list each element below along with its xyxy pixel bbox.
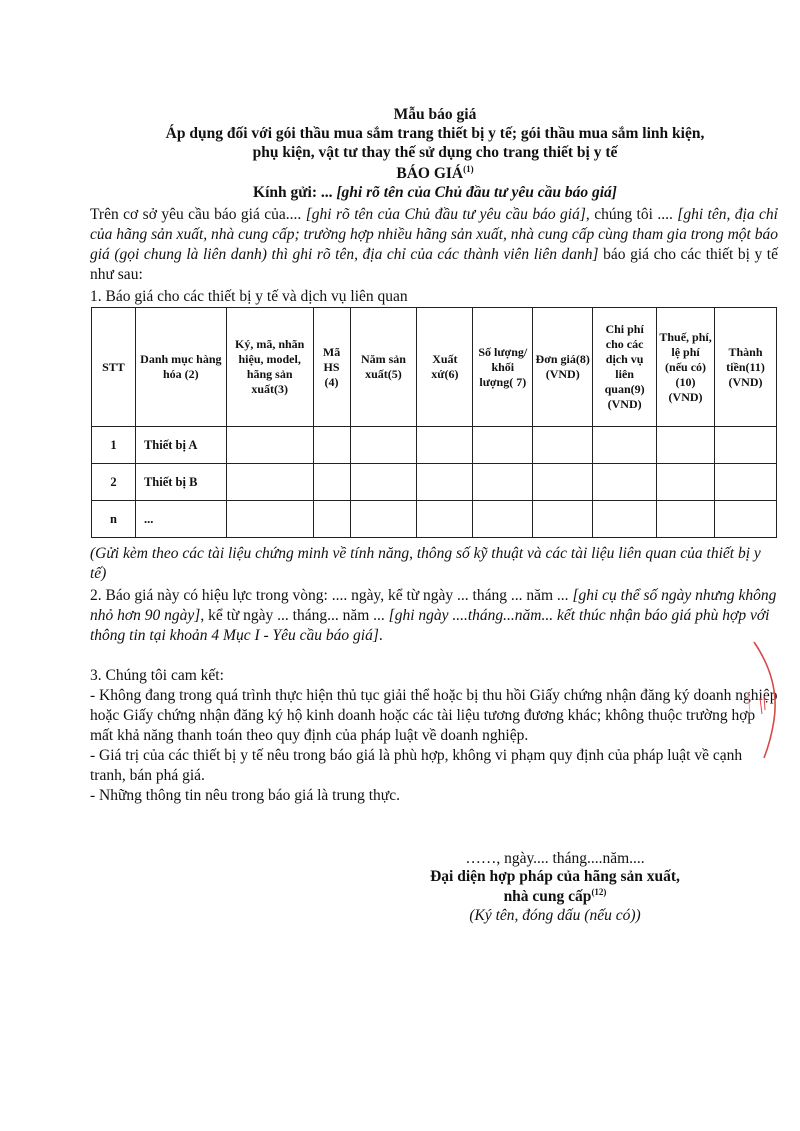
header-total: Thành tiền(11) (VND) — [715, 308, 777, 427]
commitment-item: - Những thông tin nêu trong báo giá là trung thực. — [90, 787, 400, 804]
subtitle-line-1: Áp dụng đối với gói thầu mua sắm trang thiết bị y tế; gói thầu mua sắm linh kiện, — [165, 125, 705, 142]
section-1-heading: 1. Báo giá cho các thiết bị y tế và dịch vụ liên quan — [90, 288, 408, 305]
cell — [226, 501, 313, 538]
validity-text-2: , kể từ ngày ... tháng... năm ... — [200, 607, 389, 624]
header-model: Ký, mã, nhãn hiệu, model, hãng sản xuất(3) — [226, 308, 313, 427]
cell — [417, 464, 473, 501]
row-stt: 1 — [92, 427, 136, 464]
signature-instruction: (Ký tên, đóng dấu (nếu có)) — [469, 907, 641, 924]
validity-text-3: . — [378, 627, 383, 644]
cell — [657, 464, 715, 501]
cell — [533, 464, 593, 501]
attachment-note: (Gửi kèm theo các tài liệu chứng minh về tính năng, thông số kỹ thuật và các tài liệu liên quan của thiết bị y tế) — [90, 545, 761, 582]
row-stt: n — [92, 501, 136, 538]
cell — [350, 464, 417, 501]
header-quantity: Số lượng/ khối lượng( 7) — [473, 308, 533, 427]
cell — [715, 427, 777, 464]
header-hs-code: Mã HS (4) — [313, 308, 350, 427]
representative-footnote: (12) — [591, 887, 607, 897]
document-title-text: BÁO GIÁ — [396, 165, 464, 183]
form-title: Mẫu báo giá — [393, 106, 477, 123]
signature-date: ……, ngày.... tháng....năm.... — [465, 850, 645, 867]
signature-representative-line-1: Đại diện hợp pháp của hãng sản xuất, — [430, 868, 680, 885]
header-unit-price: Đơn giá(8) (VND) — [533, 308, 593, 427]
cell — [313, 464, 350, 501]
document-title-footnote: (1) — [463, 164, 474, 174]
row-stt: 2 — [92, 464, 136, 501]
recipient-line — [90, 184, 780, 202]
cell — [533, 427, 593, 464]
cell — [657, 501, 715, 538]
header-service-cost: Chi phí cho các dịch vụ liên quan(9) (VND) — [593, 308, 657, 427]
header-item-list: Danh mục hàng hóa (2) — [135, 308, 226, 427]
cell — [350, 501, 417, 538]
section-3-heading: 3. Chúng tôi cam kết: — [90, 667, 224, 684]
cell — [473, 464, 533, 501]
row-item-name: ... — [135, 501, 226, 538]
validity-placeholder-1: [ghi cụ thể số ngày nhưng không nhỏ hơn 90 ngày] — [90, 587, 777, 624]
subtitle-line-2: phụ kiện, vật tư thay thế sử dụng cho trang thiết bị y tế — [252, 144, 618, 161]
validity-placeholder-2: [ghi ngày ....tháng...năm... kết thúc nhận báo giá phù hợp với thông tin tại khoản 4 Mục I - Yêu cầu báo giá] — [90, 607, 770, 644]
cell — [350, 427, 417, 464]
representative-text: nhà cung cấp — [503, 888, 592, 906]
form-subtitle — [80, 124, 790, 162]
cell — [313, 427, 350, 464]
intro-placeholder-1: [ghi rõ tên của Chủ đầu tư yêu cầu báo giá] — [305, 206, 586, 223]
cell — [226, 427, 313, 464]
cell — [473, 427, 533, 464]
intro-text-3: báo giá cho các thiết bị y tế như sau: — [90, 246, 778, 283]
cell — [417, 427, 473, 464]
cell — [313, 501, 350, 538]
cell — [715, 464, 777, 501]
section-3-commitments — [90, 666, 780, 806]
table-row — [92, 464, 777, 501]
intro-text-1: Trên cơ sở yêu cầu báo giá của.... — [90, 206, 306, 223]
signature-representative-line-2 — [400, 887, 710, 906]
cell — [593, 427, 657, 464]
table-row — [92, 501, 777, 538]
cell — [715, 501, 777, 538]
table-row — [92, 427, 777, 464]
header-tax: Thuế, phí, lệ phí (nếu có)(10) (VND) — [657, 308, 715, 427]
recipient-label: Kính gửi: ... — [253, 184, 337, 201]
intro-paragraph — [90, 205, 778, 285]
cell — [473, 501, 533, 538]
cell — [533, 501, 593, 538]
intro-placeholder-2: [ghi tên, địa chỉ của hãng sản xuất, nhà cung cấp; trường hợp nhiều hãng sản xuất, nhà cung cấp cùng tham gia trong một báo giá (gọi chung là liên danh) thì ghi rõ tên, địa chỉ của các thành viên liên danh] — [90, 206, 778, 263]
commitment-item: - Không đang trong quá trình thực hiện thủ tục giải thể hoặc bị thu hồi Giấy chứng nhận đăng ký doanh nghiệp hoặc Giấy chứng nhận đăng ký hộ kinh doanh hoặc các tài liệu tương đương khác; không thuộc trường hợp mất khả năng thanh toán theo quy định của pháp luật về doanh nghiệp. — [90, 687, 778, 744]
intro-text-2: , chúng tôi .... — [585, 206, 678, 223]
cell — [593, 501, 657, 538]
section-2-validity — [90, 586, 780, 646]
header-stt: STT — [92, 308, 136, 427]
cell — [657, 427, 715, 464]
validity-text-1: 2. Báo giá này có hiệu lực trong vòng: .... ngày, kể từ ngày ... tháng ... năm ... — [90, 587, 573, 604]
cell — [226, 464, 313, 501]
header-year: Năm sản xuất(5) — [350, 308, 417, 427]
cell — [417, 501, 473, 538]
stamp-mark-icon — [744, 640, 784, 760]
document-title — [90, 164, 780, 183]
row-item-name: Thiết bị B — [135, 464, 226, 501]
table-header-row — [92, 308, 777, 427]
commitment-item: - Giá trị của các thiết bị y tế nêu trong báo giá là phù hợp, không vi phạm quy định của pháp luật về cạnh tranh, bán phá giá. — [90, 747, 743, 784]
header-origin: Xuất xứ(6) — [417, 308, 473, 427]
quote-table — [91, 307, 777, 538]
row-item-name: Thiết bị A — [135, 427, 226, 464]
recipient-placeholder: [ghi rõ tên của Chủ đầu tư yêu cầu báo giá] — [336, 184, 617, 201]
cell — [593, 464, 657, 501]
